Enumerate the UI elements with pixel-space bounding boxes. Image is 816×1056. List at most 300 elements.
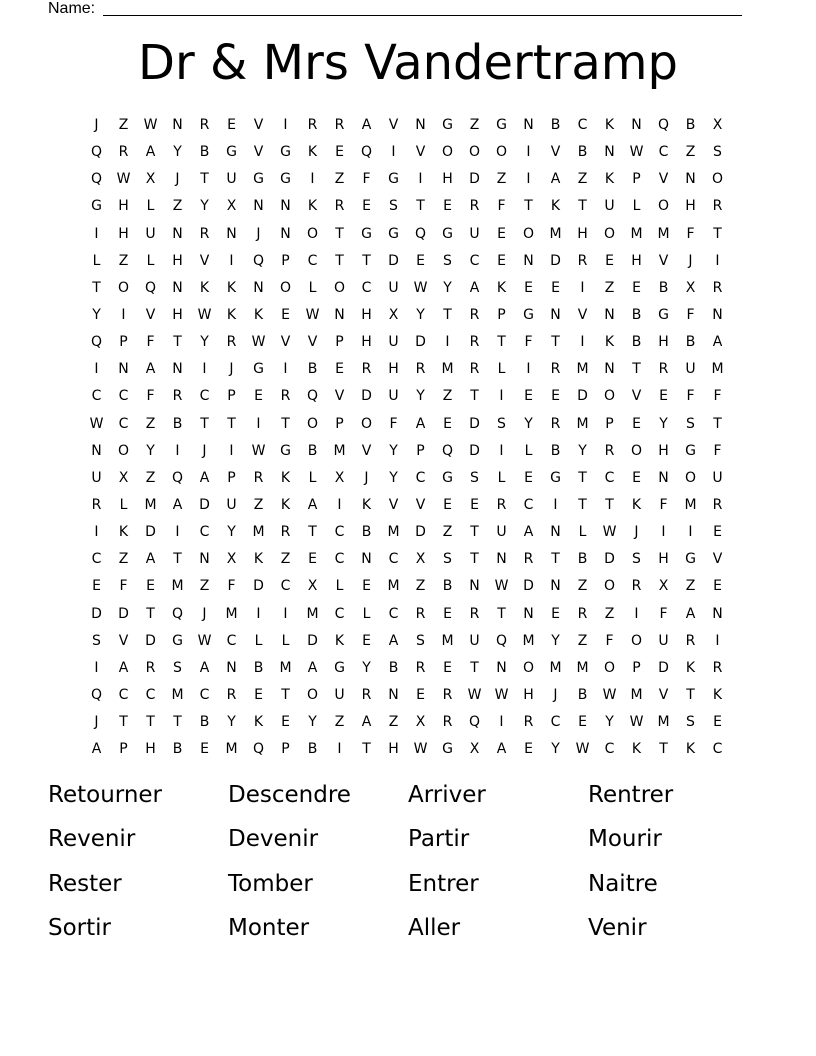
grid-letter[interactable]: C xyxy=(388,551,399,568)
grid-letter[interactable]: N xyxy=(523,252,534,269)
grid-letter[interactable]: O xyxy=(657,198,670,215)
grid-letter[interactable]: S xyxy=(686,415,695,432)
grid-letter[interactable]: X xyxy=(685,279,696,296)
grid-letter[interactable]: H xyxy=(388,741,399,758)
grid-letter[interactable]: I xyxy=(715,632,720,649)
grid-letter[interactable]: T xyxy=(119,714,128,731)
grid-letter[interactable]: E xyxy=(578,714,587,731)
grid-letter[interactable]: M xyxy=(576,415,589,432)
grid-letter[interactable]: R xyxy=(685,632,696,649)
grid-letter[interactable]: I xyxy=(445,334,450,351)
grid-letter[interactable]: M xyxy=(684,496,697,513)
grid-letter[interactable]: M xyxy=(171,578,184,595)
grid-letter[interactable]: O xyxy=(306,225,319,242)
grid-letter[interactable]: V xyxy=(658,252,669,269)
grid-letter[interactable]: Y xyxy=(659,415,668,432)
grid-letter[interactable]: K xyxy=(631,741,642,758)
grid-letter[interactable]: O xyxy=(279,279,292,296)
grid-letter[interactable]: F xyxy=(659,605,668,622)
grid-letter[interactable]: K xyxy=(631,496,642,513)
grid-letter[interactable]: C xyxy=(334,524,345,541)
grid-letter[interactable]: R xyxy=(91,496,102,513)
grid-letter[interactable]: W xyxy=(116,171,131,188)
grid-letter[interactable]: T xyxy=(146,714,155,731)
grid-letter[interactable]: I xyxy=(94,361,99,378)
grid-letter[interactable]: V xyxy=(361,442,372,459)
grid-letter[interactable]: R xyxy=(523,551,534,568)
grid-letter[interactable]: N xyxy=(604,144,615,161)
grid-letter[interactable]: Q xyxy=(414,225,427,242)
grid-letter[interactable]: W xyxy=(413,279,428,296)
grid-letter[interactable]: P xyxy=(605,415,614,432)
grid-letter[interactable]: L xyxy=(308,469,317,486)
grid-letter[interactable]: R xyxy=(280,388,291,405)
grid-letter[interactable]: W xyxy=(467,686,482,703)
grid-letter[interactable]: K xyxy=(334,632,345,649)
grid-letter[interactable]: Z xyxy=(577,578,588,595)
grid-letter[interactable]: A xyxy=(199,469,210,486)
grid-letter[interactable]: C xyxy=(334,551,345,568)
grid-letter[interactable]: V xyxy=(415,144,426,161)
grid-letter[interactable]: S xyxy=(389,198,398,215)
grid-letter[interactable]: R xyxy=(361,686,372,703)
grid-letter[interactable]: G xyxy=(226,144,237,161)
grid-letter[interactable]: H xyxy=(172,306,183,323)
grid-letter[interactable]: T xyxy=(200,415,209,432)
grid-letter[interactable]: T xyxy=(173,714,182,731)
grid-letter[interactable]: W xyxy=(602,686,617,703)
grid-letter[interactable]: E xyxy=(443,415,452,432)
grid-letter[interactable]: A xyxy=(388,632,399,649)
grid-letter[interactable]: H xyxy=(442,171,453,188)
grid-letter[interactable]: Q xyxy=(90,171,103,188)
grid-letter[interactable]: X xyxy=(415,551,426,568)
grid-letter[interactable]: R xyxy=(415,605,426,622)
grid-letter[interactable]: N xyxy=(415,117,426,133)
grid-letter[interactable]: L xyxy=(254,632,263,649)
grid-letter[interactable]: T xyxy=(659,741,668,758)
grid-letter[interactable]: N xyxy=(550,306,561,323)
grid-letter[interactable]: T xyxy=(173,551,182,568)
grid-letter[interactable]: R xyxy=(253,469,264,486)
grid-letter[interactable]: K xyxy=(226,279,237,296)
grid-letter[interactable]: C xyxy=(334,605,345,622)
grid-letter[interactable]: W xyxy=(251,442,266,459)
grid-letter[interactable]: X xyxy=(145,171,156,188)
grid-letter[interactable]: V xyxy=(145,306,156,323)
grid-letter[interactable]: W xyxy=(251,334,266,351)
grid-letter[interactable]: R xyxy=(226,334,237,351)
grid-letter[interactable]: Y xyxy=(200,198,209,215)
grid-letter[interactable]: N xyxy=(199,551,210,568)
grid-letter[interactable]: F xyxy=(146,388,155,405)
grid-letter[interactable]: R xyxy=(334,198,345,215)
grid-letter[interactable]: T xyxy=(497,334,506,351)
grid-letter[interactable]: E xyxy=(551,605,560,622)
grid-letter[interactable]: E xyxy=(713,578,722,595)
grid-letter[interactable]: X xyxy=(334,469,345,486)
grid-letter[interactable]: O xyxy=(603,225,616,242)
grid-letter[interactable]: E xyxy=(659,388,668,405)
grid-letter[interactable]: V xyxy=(631,388,642,405)
grid-letter[interactable]: G xyxy=(523,306,534,323)
grid-letter[interactable]: A xyxy=(469,279,480,296)
grid-letter[interactable]: F xyxy=(524,334,533,351)
name-line[interactable] xyxy=(103,15,742,16)
grid-letter[interactable]: K xyxy=(685,659,696,676)
grid-letter[interactable]: T xyxy=(173,334,182,351)
grid-letter[interactable]: P xyxy=(281,252,290,269)
grid-letter[interactable]: G xyxy=(442,117,453,133)
grid-letter[interactable]: R xyxy=(442,714,453,731)
grid-letter[interactable]: M xyxy=(630,686,643,703)
grid-letter[interactable]: T xyxy=(524,198,533,215)
grid-letter[interactable]: R xyxy=(658,361,669,378)
grid-letter[interactable]: R xyxy=(469,605,480,622)
grid-letter[interactable]: N xyxy=(172,117,183,133)
grid-letter[interactable]: H xyxy=(685,198,696,215)
grid-letter[interactable]: L xyxy=(146,252,155,269)
grid-letter[interactable]: G xyxy=(388,225,399,242)
grid-letter[interactable]: J xyxy=(202,605,207,622)
grid-letter[interactable]: D xyxy=(550,252,561,269)
grid-letter[interactable]: N xyxy=(388,686,399,703)
grid-letter[interactable]: U xyxy=(226,171,237,188)
grid-letter[interactable]: U xyxy=(388,334,399,351)
grid-letter[interactable]: V xyxy=(334,388,345,405)
grid-letter[interactable]: E xyxy=(335,144,344,161)
grid-letter[interactable]: E xyxy=(524,279,533,296)
grid-letter[interactable]: T xyxy=(551,551,560,568)
grid-letter[interactable]: F xyxy=(713,388,722,405)
grid-letter[interactable]: J xyxy=(688,252,693,269)
grid-letter[interactable]: G xyxy=(442,469,453,486)
grid-letter[interactable]: H xyxy=(658,442,669,459)
grid-letter[interactable]: D xyxy=(577,388,588,405)
grid-letter[interactable]: E xyxy=(281,306,290,323)
grid-letter[interactable]: M xyxy=(576,361,589,378)
grid-letter[interactable]: X xyxy=(226,198,237,215)
grid-letter[interactable]: L xyxy=(524,442,533,459)
grid-letter[interactable]: U xyxy=(91,469,102,486)
grid-letter[interactable]: L xyxy=(146,198,155,215)
grid-letter[interactable]: W xyxy=(197,306,212,323)
grid-letter[interactable]: I xyxy=(175,524,180,541)
grid-letter[interactable]: L xyxy=(578,524,587,541)
grid-letter[interactable]: R xyxy=(469,334,480,351)
grid-letter[interactable]: Z xyxy=(685,144,696,161)
grid-letter[interactable]: B xyxy=(631,306,642,323)
grid-letter[interactable]: C xyxy=(280,578,291,595)
grid-letter[interactable]: F xyxy=(227,578,236,595)
grid-letter[interactable]: A xyxy=(685,605,696,622)
grid-letter[interactable]: O xyxy=(603,388,616,405)
grid-letter[interactable]: Q xyxy=(171,469,184,486)
grid-letter[interactable]: E xyxy=(497,225,506,242)
grid-letter[interactable]: K xyxy=(226,306,237,323)
grid-letter[interactable]: T xyxy=(713,225,722,242)
grid-letter[interactable]: E xyxy=(551,388,560,405)
grid-letter[interactable]: X xyxy=(658,578,669,595)
grid-letter[interactable]: R xyxy=(199,225,210,242)
grid-letter[interactable]: K xyxy=(253,714,264,731)
grid-letter[interactable]: J xyxy=(634,524,639,541)
grid-letter[interactable]: A xyxy=(91,741,102,758)
grid-letter[interactable]: I xyxy=(202,361,207,378)
grid-letter[interactable]: W xyxy=(629,144,644,161)
grid-letter[interactable]: G xyxy=(172,632,183,649)
grid-letter[interactable]: P xyxy=(227,469,236,486)
grid-letter[interactable]: D xyxy=(469,415,480,432)
grid-letter[interactable]: I xyxy=(94,659,99,676)
grid-letter[interactable]: T xyxy=(470,659,479,676)
grid-letter[interactable]: T xyxy=(200,171,209,188)
grid-letter[interactable]: Q xyxy=(306,388,319,405)
grid-letter[interactable]: O xyxy=(360,415,373,432)
grid-letter[interactable]: H xyxy=(631,252,642,269)
grid-letter[interactable]: H xyxy=(361,306,372,323)
grid-letter[interactable]: F xyxy=(497,198,506,215)
grid-letter[interactable]: B xyxy=(442,578,453,595)
grid-letter[interactable]: E xyxy=(200,741,209,758)
grid-letter[interactable]: B xyxy=(361,524,372,541)
grid-letter[interactable]: E xyxy=(335,361,344,378)
grid-letter[interactable]: P xyxy=(632,171,641,188)
grid-letter[interactable]: V xyxy=(415,496,426,513)
grid-letter[interactable]: Y xyxy=(578,442,587,459)
grid-letter[interactable]: J xyxy=(256,225,261,242)
grid-letter[interactable]: N xyxy=(226,225,237,242)
grid-letter[interactable]: Z xyxy=(442,524,453,541)
grid-letter[interactable]: I xyxy=(499,388,504,405)
grid-letter[interactable]: A xyxy=(145,144,156,161)
grid-letter[interactable]: W xyxy=(413,741,428,758)
grid-letter[interactable]: I xyxy=(310,171,315,188)
grid-letter[interactable]: P xyxy=(416,442,425,459)
grid-letter[interactable]: B xyxy=(172,741,183,758)
grid-letter[interactable]: Q xyxy=(171,605,184,622)
grid-letter[interactable]: B xyxy=(307,741,318,758)
grid-letter[interactable]: Z xyxy=(253,496,264,513)
grid-letter[interactable]: N xyxy=(685,171,696,188)
grid-letter[interactable]: Q xyxy=(90,686,103,703)
grid-letter[interactable]: B xyxy=(685,117,696,133)
grid-letter[interactable]: X xyxy=(118,469,129,486)
grid-letter[interactable]: N xyxy=(523,117,534,133)
grid-letter[interactable]: G xyxy=(253,171,264,188)
grid-letter[interactable]: R xyxy=(469,361,480,378)
grid-letter[interactable]: K xyxy=(199,279,210,296)
grid-letter[interactable]: G xyxy=(550,469,561,486)
grid-letter[interactable]: O xyxy=(522,659,535,676)
grid-letter[interactable]: P xyxy=(227,388,236,405)
grid-letter[interactable]: N xyxy=(226,659,237,676)
grid-letter[interactable]: E xyxy=(551,279,560,296)
grid-letter[interactable]: O xyxy=(603,659,616,676)
grid-letter[interactable]: Z xyxy=(334,171,345,188)
grid-letter[interactable]: R xyxy=(577,605,588,622)
grid-letter[interactable]: E xyxy=(362,632,371,649)
grid-letter[interactable]: Z xyxy=(118,252,129,269)
grid-letter[interactable]: Z xyxy=(442,388,453,405)
grid-letter[interactable]: V xyxy=(712,551,723,568)
grid-letter[interactable]: T xyxy=(713,415,722,432)
grid-letter[interactable]: G xyxy=(685,442,696,459)
grid-letter[interactable]: N xyxy=(280,198,291,215)
grid-letter[interactable]: U xyxy=(496,524,507,541)
grid-letter[interactable]: U xyxy=(658,632,669,649)
grid-letter[interactable]: T xyxy=(416,198,425,215)
grid-letter[interactable]: I xyxy=(634,605,639,622)
grid-letter[interactable]: B xyxy=(253,659,264,676)
grid-letter[interactable]: M xyxy=(711,361,724,378)
grid-letter[interactable]: T xyxy=(470,524,479,541)
grid-letter[interactable]: M xyxy=(144,496,157,513)
grid-letter[interactable]: I xyxy=(391,144,396,161)
grid-letter[interactable]: E xyxy=(632,469,641,486)
grid-letter[interactable]: C xyxy=(577,117,588,133)
grid-letter[interactable]: C xyxy=(604,741,615,758)
grid-letter[interactable]: U xyxy=(226,496,237,513)
grid-letter[interactable]: E xyxy=(443,496,452,513)
grid-letter[interactable]: V xyxy=(253,117,264,133)
grid-letter[interactable]: R xyxy=(712,198,723,215)
grid-letter[interactable]: C xyxy=(145,686,156,703)
grid-letter[interactable]: U xyxy=(712,469,723,486)
grid-letter[interactable]: B xyxy=(307,361,318,378)
grid-letter[interactable]: T xyxy=(362,741,371,758)
grid-letter[interactable]: M xyxy=(225,605,238,622)
grid-letter[interactable]: M xyxy=(522,632,535,649)
grid-letter[interactable]: K xyxy=(253,306,264,323)
grid-letter[interactable]: C xyxy=(226,632,237,649)
grid-letter[interactable]: E xyxy=(470,496,479,513)
grid-letter[interactable]: D xyxy=(118,605,129,622)
grid-letter[interactable]: O xyxy=(117,442,130,459)
grid-letter[interactable]: S xyxy=(443,551,452,568)
grid-letter[interactable]: R xyxy=(496,496,507,513)
grid-letter[interactable]: G xyxy=(685,551,696,568)
grid-letter[interactable]: Q xyxy=(90,144,103,161)
grid-letter[interactable]: I xyxy=(256,415,261,432)
grid-letter[interactable]: S xyxy=(470,469,479,486)
grid-letter[interactable]: V xyxy=(388,496,399,513)
grid-letter[interactable]: Q xyxy=(468,714,481,731)
grid-letter[interactable]: T xyxy=(551,334,560,351)
grid-letter[interactable]: C xyxy=(469,252,480,269)
grid-letter[interactable]: Z xyxy=(145,415,156,432)
grid-letter[interactable]: R xyxy=(469,306,480,323)
grid-letter[interactable]: C xyxy=(91,551,102,568)
grid-letter[interactable]: N xyxy=(172,225,183,242)
grid-letter[interactable]: C xyxy=(550,714,561,731)
grid-letter[interactable]: O xyxy=(711,171,724,188)
grid-letter[interactable]: Z xyxy=(199,578,210,595)
grid-letter[interactable]: J xyxy=(175,171,180,188)
grid-letter[interactable]: D xyxy=(658,659,669,676)
grid-letter[interactable]: T xyxy=(470,551,479,568)
grid-letter[interactable]: E xyxy=(497,252,506,269)
grid-letter[interactable]: B xyxy=(388,659,399,676)
grid-letter[interactable]: R xyxy=(226,686,237,703)
grid-letter[interactable]: L xyxy=(497,361,506,378)
grid-letter[interactable]: U xyxy=(685,361,696,378)
grid-letter[interactable]: X xyxy=(226,551,237,568)
grid-letter[interactable]: D xyxy=(307,632,318,649)
grid-letter[interactable]: B xyxy=(631,334,642,351)
grid-letter[interactable]: M xyxy=(657,225,670,242)
grid-letter[interactable]: V xyxy=(118,632,129,649)
grid-letter[interactable]: J xyxy=(94,714,99,731)
grid-letter[interactable]: E xyxy=(443,659,452,676)
grid-letter[interactable]: O xyxy=(522,225,535,242)
grid-letter[interactable]: O xyxy=(684,469,697,486)
grid-letter[interactable]: J xyxy=(364,469,369,486)
grid-letter[interactable]: E xyxy=(416,686,425,703)
grid-letter[interactable]: J xyxy=(553,686,558,703)
grid-letter[interactable]: X xyxy=(415,714,426,731)
grid-letter[interactable]: E xyxy=(281,714,290,731)
grid-letter[interactable]: D xyxy=(361,388,372,405)
grid-letter[interactable]: H xyxy=(172,252,183,269)
grid-letter[interactable]: R xyxy=(712,279,723,296)
grid-letter[interactable]: V xyxy=(550,144,561,161)
grid-letter[interactable]: I xyxy=(688,524,693,541)
grid-letter[interactable]: E xyxy=(416,252,425,269)
grid-letter[interactable]: L xyxy=(362,605,371,622)
grid-letter[interactable]: B xyxy=(550,442,561,459)
grid-letter[interactable]: F xyxy=(713,442,722,459)
grid-letter[interactable]: P xyxy=(119,741,128,758)
grid-letter[interactable]: C xyxy=(199,686,210,703)
grid-letter[interactable]: I xyxy=(580,279,585,296)
grid-letter[interactable]: K xyxy=(118,524,129,541)
grid-letter[interactable]: T xyxy=(578,198,587,215)
grid-letter[interactable]: B xyxy=(550,117,561,133)
grid-letter[interactable]: D xyxy=(469,171,480,188)
grid-letter[interactable]: G xyxy=(280,442,291,459)
grid-letter[interactable]: E xyxy=(443,198,452,215)
grid-letter[interactable]: W xyxy=(89,415,104,432)
grid-letter[interactable]: W xyxy=(197,632,212,649)
grid-letter[interactable]: B xyxy=(199,144,210,161)
grid-letter[interactable]: B xyxy=(577,686,588,703)
grid-letter[interactable]: Y xyxy=(227,714,236,731)
grid-letter[interactable]: F xyxy=(686,306,695,323)
grid-letter[interactable]: O xyxy=(468,144,481,161)
grid-letter[interactable]: Z xyxy=(172,198,183,215)
grid-letter[interactable]: I xyxy=(94,225,99,242)
grid-letter[interactable]: G xyxy=(253,361,264,378)
grid-letter[interactable]: D xyxy=(145,524,156,541)
grid-letter[interactable]: K xyxy=(280,469,291,486)
grid-letter[interactable]: I xyxy=(175,442,180,459)
grid-letter[interactable]: Q xyxy=(252,741,265,758)
grid-letter[interactable]: I xyxy=(256,605,261,622)
grid-letter[interactable]: D xyxy=(145,632,156,649)
grid-letter[interactable]: D xyxy=(604,551,615,568)
grid-letter[interactable]: F xyxy=(605,632,614,649)
grid-letter[interactable]: R xyxy=(145,659,156,676)
grid-letter[interactable]: O xyxy=(117,279,130,296)
grid-letter[interactable]: P xyxy=(335,415,344,432)
grid-letter[interactable]: I xyxy=(526,171,531,188)
grid-letter[interactable]: C xyxy=(199,388,210,405)
grid-letter[interactable]: G xyxy=(388,171,399,188)
grid-letter[interactable]: A xyxy=(712,334,723,351)
grid-letter[interactable]: U xyxy=(604,198,615,215)
grid-letter[interactable]: W xyxy=(494,578,509,595)
